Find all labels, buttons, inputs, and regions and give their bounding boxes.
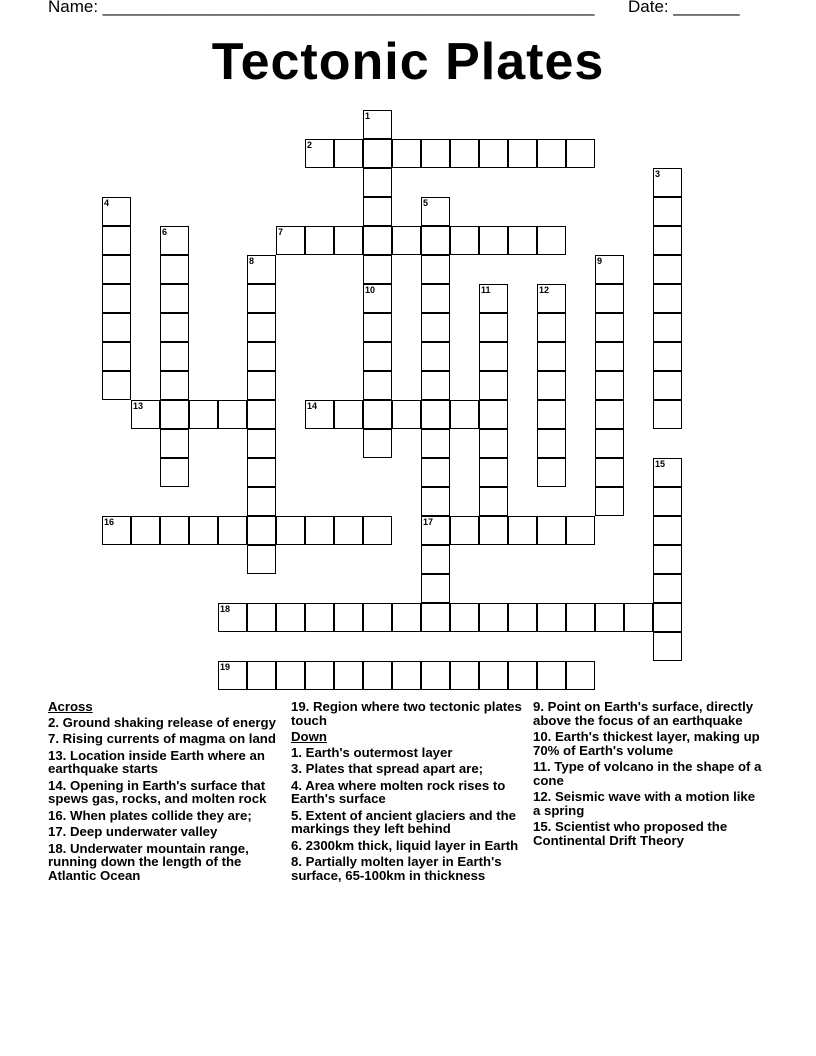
grid-cell[interactable] bbox=[479, 139, 508, 168]
grid-cell[interactable] bbox=[450, 139, 479, 168]
grid-cell[interactable] bbox=[653, 197, 682, 226]
grid-cell[interactable] bbox=[421, 255, 450, 284]
grid-cell[interactable] bbox=[537, 603, 566, 632]
grid-cell[interactable] bbox=[566, 139, 595, 168]
clue-column-3 bbox=[533, 700, 765, 850]
clue-number: 10 bbox=[365, 285, 376, 295]
grid-cell[interactable] bbox=[421, 197, 450, 226]
clue-across-17: 17. Deep underwater valley bbox=[48, 824, 218, 839]
grid-cell[interactable] bbox=[421, 458, 450, 487]
grid-cell[interactable] bbox=[363, 429, 392, 458]
clue-number: 14 bbox=[307, 401, 318, 411]
grid-cell[interactable] bbox=[160, 400, 189, 429]
clue-number: 5 bbox=[423, 198, 429, 208]
grid-cell[interactable] bbox=[653, 574, 682, 603]
grid-cell[interactable] bbox=[566, 516, 595, 545]
grid-cell[interactable] bbox=[363, 313, 392, 342]
grid-cell[interactable] bbox=[160, 313, 189, 342]
grid-cell[interactable] bbox=[160, 371, 189, 400]
clue-number: 4 bbox=[104, 198, 110, 208]
grid-cell[interactable] bbox=[247, 603, 276, 632]
grid-cell[interactable] bbox=[537, 400, 566, 429]
grid-cell[interactable] bbox=[102, 342, 131, 371]
grid-cell[interactable] bbox=[508, 603, 537, 632]
grid-cell[interactable] bbox=[392, 603, 421, 632]
grid-cell[interactable] bbox=[479, 284, 508, 313]
grid-cell[interactable] bbox=[247, 458, 276, 487]
grid-cell[interactable] bbox=[653, 313, 682, 342]
grid-cell[interactable] bbox=[421, 574, 450, 603]
grid-cell[interactable] bbox=[653, 255, 682, 284]
grid-cell[interactable] bbox=[595, 603, 624, 632]
grid-cell[interactable] bbox=[450, 516, 479, 545]
grid-cell[interactable] bbox=[421, 545, 450, 574]
clue-down-3: 3. Plates that spread apart are; bbox=[291, 761, 484, 776]
grid-cell[interactable] bbox=[160, 226, 189, 255]
grid-cell[interactable] bbox=[595, 284, 624, 313]
grid-cell[interactable] bbox=[363, 661, 392, 690]
grid-cell[interactable] bbox=[653, 458, 682, 487]
clue-number: 8 bbox=[249, 256, 255, 266]
clue-number: 1 bbox=[365, 111, 371, 121]
grid-cell[interactable] bbox=[595, 458, 624, 487]
grid-cell[interactable] bbox=[131, 516, 160, 545]
grid-cell[interactable] bbox=[479, 226, 508, 255]
grid-cell[interactable] bbox=[653, 168, 682, 197]
grid-cell[interactable] bbox=[160, 342, 189, 371]
grid-cell[interactable] bbox=[363, 139, 392, 168]
grid-cell[interactable] bbox=[392, 661, 421, 690]
clue-down-8: 8. Partially molten layer in Earth's surface, 65-100km in thickness bbox=[291, 854, 502, 883]
grid-cell[interactable] bbox=[566, 661, 595, 690]
grid-cell[interactable] bbox=[537, 139, 566, 168]
grid-cell[interactable] bbox=[102, 226, 131, 255]
grid-cell[interactable] bbox=[363, 168, 392, 197]
grid-cell[interactable] bbox=[363, 603, 392, 632]
clue-across-13: 13. Location inside Earth where an earthquake starts bbox=[48, 747, 265, 776]
grid-cell[interactable] bbox=[189, 516, 218, 545]
grid-cell[interactable] bbox=[218, 400, 247, 429]
name-field[interactable]: Name: ____________________________________________________ bbox=[48, 0, 595, 16]
clue-down-15: 15. Scientist who proposed the Continental Drift Theory bbox=[533, 819, 728, 848]
grid-cell[interactable] bbox=[421, 342, 450, 371]
grid-cell[interactable] bbox=[160, 255, 189, 284]
clue-across-19: 19. Region where two tectonic plates touch bbox=[291, 699, 522, 728]
grid-cell[interactable] bbox=[421, 284, 450, 313]
grid-cell[interactable] bbox=[421, 226, 450, 255]
grid-cell[interactable] bbox=[479, 313, 508, 342]
grid-cell[interactable] bbox=[537, 226, 566, 255]
clue-down-5: 5. Extent of ancient glaciers and the markings they left behind bbox=[291, 807, 516, 836]
grid-cell[interactable] bbox=[102, 313, 131, 342]
grid-cell[interactable] bbox=[653, 632, 682, 661]
grid-cell[interactable] bbox=[537, 458, 566, 487]
grid-cell[interactable] bbox=[247, 400, 276, 429]
grid-cell[interactable] bbox=[624, 603, 653, 632]
grid-cell[interactable] bbox=[595, 342, 624, 371]
clue-down-11: 11. Type of volcano in the shape of a cone bbox=[533, 759, 762, 788]
clue-number: 2 bbox=[307, 140, 313, 150]
grid-cell[interactable] bbox=[247, 487, 276, 516]
grid-cell[interactable] bbox=[102, 371, 131, 400]
grid-cell[interactable] bbox=[537, 516, 566, 545]
grid-cell[interactable] bbox=[537, 342, 566, 371]
grid-cell[interactable] bbox=[653, 226, 682, 255]
clue-column-1 bbox=[48, 700, 280, 885]
grid-cell[interactable] bbox=[479, 429, 508, 458]
grid-cell[interactable] bbox=[334, 661, 363, 690]
grid-cell[interactable] bbox=[421, 603, 450, 632]
grid-cell[interactable] bbox=[247, 313, 276, 342]
date-field[interactable]: Date: _______ bbox=[628, 0, 740, 16]
grid-cell[interactable] bbox=[276, 603, 305, 632]
grid-cell[interactable] bbox=[421, 400, 450, 429]
grid-cell[interactable] bbox=[247, 371, 276, 400]
grid-cell[interactable] bbox=[653, 545, 682, 574]
grid-cell[interactable] bbox=[479, 661, 508, 690]
grid-cell[interactable] bbox=[363, 284, 392, 313]
down-heading: Down bbox=[291, 729, 327, 744]
grid-cell[interactable] bbox=[566, 603, 595, 632]
grid-cell[interactable] bbox=[218, 661, 247, 690]
grid-cell[interactable] bbox=[102, 516, 131, 545]
clue-across-14: 14. Opening in Earth's surface that spews gas, rocks, and molten rock bbox=[48, 777, 267, 806]
grid-cell[interactable] bbox=[102, 255, 131, 284]
grid-cell[interactable] bbox=[363, 110, 392, 139]
grid-cell[interactable] bbox=[421, 661, 450, 690]
clue-number: 7 bbox=[278, 227, 284, 237]
grid-cell[interactable] bbox=[305, 661, 334, 690]
grid-cell[interactable] bbox=[160, 458, 189, 487]
clue-number: 6 bbox=[162, 227, 168, 237]
clue-number: 15 bbox=[655, 459, 666, 469]
grid-cell[interactable] bbox=[479, 371, 508, 400]
grid-cell[interactable] bbox=[247, 429, 276, 458]
clue-number: 3 bbox=[655, 169, 661, 179]
grid-cell[interactable] bbox=[653, 371, 682, 400]
grid-cell[interactable] bbox=[392, 400, 421, 429]
grid-cell[interactable] bbox=[479, 342, 508, 371]
grid-cell[interactable] bbox=[189, 400, 218, 429]
clue-column-2 bbox=[291, 700, 523, 885]
grid-cell[interactable] bbox=[131, 400, 160, 429]
grid-cell[interactable] bbox=[421, 487, 450, 516]
clue-number: 9 bbox=[597, 256, 603, 266]
grid-cell[interactable] bbox=[479, 487, 508, 516]
grid-cell[interactable] bbox=[421, 313, 450, 342]
grid-cell[interactable] bbox=[479, 400, 508, 429]
grid-cell[interactable] bbox=[305, 400, 334, 429]
grid-cell[interactable] bbox=[421, 516, 450, 545]
grid-cell[interactable] bbox=[160, 284, 189, 313]
grid-cell[interactable] bbox=[160, 516, 189, 545]
grid-cell[interactable] bbox=[653, 603, 682, 632]
grid-cell[interactable] bbox=[450, 400, 479, 429]
grid-cell[interactable] bbox=[334, 516, 363, 545]
grid-cell[interactable] bbox=[363, 516, 392, 545]
grid-cell[interactable] bbox=[363, 371, 392, 400]
clue-down-10: 10. Earth's thickest layer, making up 70% of Earth's volume bbox=[533, 729, 760, 758]
clue-number: 13 bbox=[133, 401, 144, 411]
grid-cell[interactable] bbox=[305, 516, 334, 545]
grid-cell[interactable] bbox=[305, 603, 334, 632]
grid-cell[interactable] bbox=[537, 429, 566, 458]
grid-cell[interactable] bbox=[363, 342, 392, 371]
clue-down-4: 4. Area where molten rock rises to Earth's surface bbox=[291, 777, 506, 806]
grid-cell[interactable] bbox=[595, 255, 624, 284]
grid-cell[interactable] bbox=[247, 545, 276, 574]
grid-cell[interactable] bbox=[421, 429, 450, 458]
grid-cell[interactable] bbox=[595, 429, 624, 458]
grid-cell[interactable] bbox=[595, 487, 624, 516]
grid-cell[interactable] bbox=[421, 371, 450, 400]
grid-cell[interactable] bbox=[508, 661, 537, 690]
grid-cell[interactable] bbox=[653, 342, 682, 371]
grid-cell[interactable] bbox=[247, 284, 276, 313]
grid-cell[interactable] bbox=[508, 226, 537, 255]
clue-number: 17 bbox=[423, 517, 434, 527]
grid-cell[interactable] bbox=[334, 603, 363, 632]
grid-cell[interactable] bbox=[537, 284, 566, 313]
clue-down-12: 12. Seismic wave with a motion like a spring bbox=[533, 789, 756, 818]
clue-down-6: 6. 2300km thick, liquid layer in Earth bbox=[291, 837, 519, 853]
grid-cell[interactable] bbox=[276, 226, 305, 255]
grid-cell[interactable] bbox=[653, 400, 682, 429]
grid-cell[interactable] bbox=[595, 371, 624, 400]
grid-cell[interactable] bbox=[102, 197, 131, 226]
grid-cell[interactable] bbox=[247, 255, 276, 284]
grid-cell[interactable] bbox=[653, 284, 682, 313]
grid-cell[interactable] bbox=[247, 516, 276, 545]
grid-cell[interactable] bbox=[595, 400, 624, 429]
grid-cell[interactable] bbox=[247, 342, 276, 371]
across-heading: Across bbox=[48, 699, 93, 714]
clue-number: 19 bbox=[220, 662, 231, 672]
grid-cell[interactable] bbox=[276, 516, 305, 545]
grid-cell[interactable] bbox=[450, 661, 479, 690]
clue-number: 12 bbox=[539, 285, 550, 295]
clue-number: 11 bbox=[481, 285, 491, 295]
clue-down-1: 1. Earth's outermost layer bbox=[291, 744, 453, 760]
puzzle-title: Tectonic Plates bbox=[211, 33, 605, 91]
grid-cell[interactable] bbox=[276, 661, 305, 690]
clue-down-9: 9. Point on Earth's surface, directly above the focus of an earthquake bbox=[533, 699, 754, 728]
grid-cell[interactable] bbox=[334, 400, 363, 429]
grid-cell[interactable] bbox=[363, 400, 392, 429]
grid-cell[interactable] bbox=[392, 226, 421, 255]
clue-across-2: 2. Ground shaking release of energy bbox=[48, 714, 276, 730]
grid-cell[interactable] bbox=[450, 603, 479, 632]
grid-cell[interactable] bbox=[508, 139, 537, 168]
grid-cell[interactable] bbox=[479, 603, 508, 632]
grid-cell[interactable] bbox=[363, 197, 392, 226]
grid-cell[interactable] bbox=[363, 226, 392, 255]
grid-cell[interactable] bbox=[218, 603, 247, 632]
grid-cell[interactable] bbox=[508, 516, 537, 545]
grid-cell[interactable] bbox=[305, 139, 334, 168]
clue-across-18: 18. Underwater mountain range, running down the length of the Atlantic Ocean bbox=[48, 840, 249, 883]
grid-cell[interactable] bbox=[537, 661, 566, 690]
grid-cell[interactable] bbox=[305, 226, 334, 255]
grid-cell[interactable] bbox=[450, 226, 479, 255]
clue-across-16: 16. When plates collide they are; bbox=[48, 807, 252, 823]
grid-cell[interactable] bbox=[653, 516, 682, 545]
clue-number: 16 bbox=[104, 517, 115, 527]
grid-cell[interactable] bbox=[218, 516, 247, 545]
grid-cell[interactable] bbox=[537, 371, 566, 400]
grid-cell[interactable] bbox=[102, 284, 131, 313]
grid-cell[interactable] bbox=[160, 429, 189, 458]
grid-cell[interactable] bbox=[363, 255, 392, 284]
grid-cell[interactable] bbox=[479, 458, 508, 487]
grid-cell[interactable] bbox=[334, 226, 363, 255]
grid-cell[interactable] bbox=[247, 661, 276, 690]
grid-cell[interactable] bbox=[537, 313, 566, 342]
clue-number: 18 bbox=[220, 604, 231, 614]
clue-across-7: 7. Rising currents of magma on land bbox=[48, 731, 276, 746]
grid-cell[interactable] bbox=[421, 139, 450, 168]
grid-cell[interactable] bbox=[334, 139, 363, 168]
grid-cell[interactable] bbox=[653, 487, 682, 516]
grid-cell[interactable] bbox=[392, 139, 421, 168]
grid-cell[interactable] bbox=[595, 313, 624, 342]
grid-cell[interactable] bbox=[479, 516, 508, 545]
